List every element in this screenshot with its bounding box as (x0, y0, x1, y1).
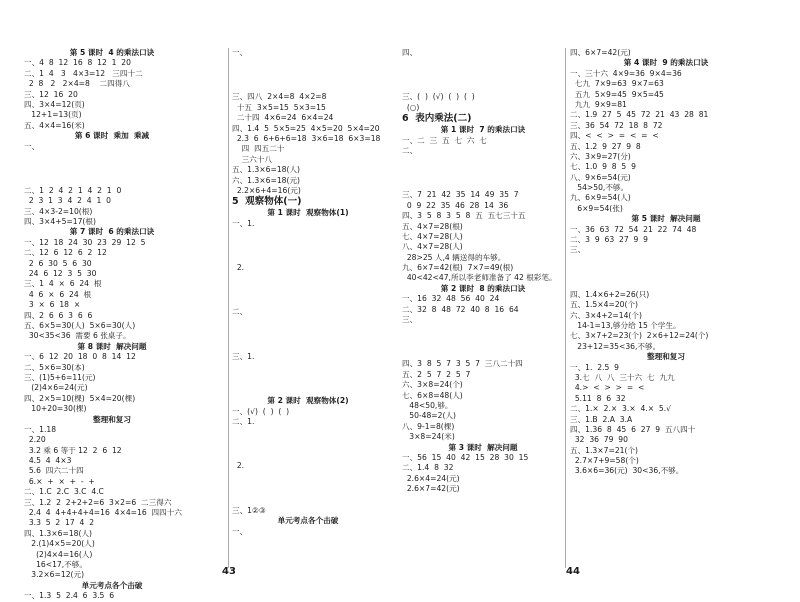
answer-line: 一、 (232, 48, 248, 57)
answer-line: 九、6×9=54(人) (570, 193, 631, 203)
answer-line: 一、1.3 5 2.4 6 3.5 6 (24, 591, 115, 601)
answer-line: 一、16 32 48 56 40 24 (402, 294, 500, 304)
answer-line: 八、9-1=8(棵) (402, 421, 455, 431)
answer-line: 10+20=30(棵) (24, 404, 87, 414)
answer-line: 2.7×7+9=58(个) (570, 456, 639, 466)
answer-line: (2)4×4=16(人) (24, 549, 93, 559)
answer-line: 50-48=2(人) (402, 411, 457, 421)
answer-line: 五、4×7=28(根) (402, 221, 463, 231)
answer-line: 二、12 6 12 6 2 12 (24, 248, 107, 258)
answer-line: 2.20 (24, 435, 46, 445)
answer-line: 一、12 18 24 30 23 29 12 5 (24, 237, 146, 247)
answer-line: 四、1.3×6=18(人) (24, 528, 93, 538)
answer-line: 九、6×7=42(根) 7×7=49(根) (402, 263, 514, 273)
page-44-right-column (570, 48, 770, 568)
answer-line: 七九 7×9=63 9×7=63 (570, 79, 664, 89)
answer-line: 七、6×8=48(人) (402, 390, 463, 400)
answer-line: 二、1.× 2.× 3.× 4.× 5.√ (570, 404, 672, 414)
answer-line: 一、1. (232, 218, 255, 228)
figure-placeholder (232, 58, 392, 92)
page-number-44: 44 (566, 566, 580, 577)
answer-line: 3.6×6=36(元) 30<36,不够。 (570, 466, 684, 476)
answer-line: 四、3 8 5 7 3 5 7 三八二十四 (402, 359, 523, 369)
page-43 (24, 48, 394, 601)
section-heading: 5 观察物体(一) (232, 196, 302, 208)
section-heading: 第 3 课时 解决问题 (448, 442, 518, 452)
answer-line: 一、三十六 4×9=36 9×4=36 (570, 68, 682, 78)
answer-line: 二、32 8 48 72 40 8 16 64 (402, 304, 519, 314)
answer-line: 一、1.18 (24, 424, 57, 434)
answer-line: 24 6 12 3 5 30 (24, 269, 97, 279)
answer-line: 2.(1)4×5=20(人) (24, 539, 95, 549)
page-number-43: 43 (222, 566, 236, 577)
answer-line: 五、2 5 7 2 5 7 (402, 369, 471, 379)
answer-line: 23+12=35<36,不够。 (570, 341, 661, 351)
answer-line: (2)4×6=24(元) (24, 383, 88, 393)
figure-placeholder (570, 256, 770, 290)
answer-line: 2.2×6+4=16(元) (232, 185, 301, 195)
answer-line: 四、 (402, 48, 418, 57)
answer-line: 一、6 12 20 18 0 8 14 12 (24, 352, 136, 362)
answer-line: 三、7 21 42 35 14 49 35 7 (402, 190, 519, 200)
answer-line: 五、1.3×7=21(个) (570, 445, 639, 455)
answer-line: 2.6×4=24(元) (402, 473, 460, 483)
answer-line: 5.11 8 6 32 (570, 393, 626, 403)
answer-line: 四 四五二十 (232, 144, 285, 154)
answer-line: 40<42<47,所以李老师准备了 42 根彩笔。 (402, 273, 557, 283)
figure-placeholder (402, 325, 572, 359)
answer-line: 二、 (232, 307, 248, 317)
answer-line: 3.2 乘 6 等于 12 2 6 12 (24, 445, 122, 455)
answer-line: 二、1.C 2.C 3.C 4.C (24, 487, 104, 497)
answer-line: 2.6×7=42(元) (402, 484, 460, 494)
answer-line: 2 6 30 5 6 30 (24, 258, 92, 268)
section-heading: 单元考点各个击破 (81, 580, 143, 590)
answer-line: 五、1.5×4=20(个) (570, 300, 639, 310)
answer-line: 4.> < > > = < (570, 383, 645, 393)
answer-line: 2. (232, 461, 245, 471)
answer-line: 七、3×7+2=23(个) 2×6+12=24(个) (570, 331, 709, 341)
answer-line: 0 9 22 35 46 28 14 36 (402, 200, 509, 210)
answer-line: (○) (402, 102, 420, 112)
answer-line: 一、 (24, 141, 40, 151)
section-heading: 第 1 课时 7 的乘法口诀 (440, 125, 526, 135)
answer-line: 三、1②③ (232, 505, 266, 515)
answer-line: 3.七 八 八 三十六 七 九九 (570, 372, 675, 382)
page-43-right-column (232, 48, 392, 568)
answer-line: 二、1 4 3 4×3=12 三四十二 (24, 68, 143, 78)
page-43-left-column (24, 48, 208, 601)
answer-line: 五、4×4=16(米) (24, 120, 85, 130)
answer-line: 2.3 6 6+6+6=18 3×6=18 6×3=18 (232, 133, 381, 143)
answer-line: 三、 (570, 245, 586, 255)
answer-line: 14-1=13,够分给 15 个学生。 (570, 320, 681, 330)
answer-line: 五九 5×9=45 9×5=45 (570, 89, 664, 99)
answer-line: 二、1.4 8 32 (402, 463, 454, 473)
answer-line: 四、2×5=10(棵) 5×4=20(棵) (24, 393, 136, 403)
answer-line: 32 36 79 90 (570, 435, 628, 445)
answer-line: 四、1.36 8 45 6 27 9 五八四十 (570, 424, 696, 434)
figure-placeholder (24, 152, 208, 186)
figure-placeholder (232, 427, 392, 461)
answer-line: 一、(√) ( ) ( ) (232, 406, 290, 416)
answer-line: 六、1.3×6=18(元) (232, 175, 301, 185)
section-heading: 第 7 课时 6 的乘法口诀 (69, 227, 155, 237)
answer-line: 一、 (232, 526, 248, 536)
answer-line: 六、3×8=24(个) (402, 380, 463, 390)
answer-line: 3 × 6 18 × (24, 300, 81, 310)
answer-line: 三、1 4 × 6 24 根 (24, 279, 102, 289)
answer-line: 二、1.9 27 5 45 72 21 43 28 81 (570, 110, 709, 120)
answer-line: 四、1.4×6+2=26(只) (570, 289, 650, 299)
answer-line: 四、3×4+5=17(根) (24, 217, 96, 227)
answer-line: 四、1.4 5 5×5=25 4×5=20 5×4=20 (232, 123, 380, 133)
answer-line: 6.× + × + - + (24, 476, 95, 486)
answer-line: 三、 (402, 315, 418, 325)
answer-line: 三、四八 2×4=8 4×2=8 (232, 92, 327, 102)
answer-line: 九九 9×9=81 (570, 99, 627, 109)
answer-line: 五、1.3×6=18(人) (232, 165, 301, 175)
answer-line: 2 8 2 2×4=8 二四得八 (24, 79, 130, 89)
section-heading: 单元考点各个击破 (277, 516, 339, 526)
answer-line: 三、1. (232, 351, 255, 361)
answer-line: 六、3×4+2=14(个) (570, 310, 642, 320)
answer-line: 八、9×6=54(元) (570, 172, 631, 182)
answer-line: 6×9=54(张) (570, 203, 623, 213)
answer-line: 七、1.0 9 8 5 9 (570, 162, 636, 172)
answer-line: 5.6 四六二十四 (24, 466, 84, 476)
section-heading: 整理和复习 (93, 414, 131, 424)
answer-line: 三、4×3-2=10(根) (24, 206, 93, 216)
answer-line: 三、(1)5+6=11(元) (24, 372, 96, 382)
answer-line: 2 3 1 3 4 2 4 1 0 (24, 196, 111, 206)
answer-line: 3.3 5 2 17 4 2 (24, 518, 95, 528)
answer-line: 4 6 × 6 24 根 (24, 289, 92, 299)
answer-line: 48<50,够。 (402, 400, 453, 410)
answer-line: 54>50,不够。 (570, 183, 629, 193)
section-heading: 第 5 课时 4 的乘法口诀 (69, 48, 155, 57)
answer-line: 3.2×6=12(元) (24, 570, 85, 580)
answer-line: 四、3×4=12(页) (24, 99, 85, 109)
answer-line: 三、1.B 2.A 3.A (570, 414, 633, 424)
answer-line: 八、4×7=28(人) (402, 242, 463, 252)
page-44-left-column (402, 48, 572, 568)
answer-line: 四、2 6 6 3 6 6 (24, 310, 93, 320)
answer-line: 一、1. 2.5 9 (570, 362, 619, 372)
answer-line: 三、( ) (√) ( ) ( ) (402, 92, 475, 102)
answer-line: 三、12 16 20 (24, 89, 78, 99)
answer-line: 四、3 5 8 3 5 8 五 五七三十五 (402, 211, 526, 221)
answer-line: 一、36 63 72 54 21 22 74 48 (570, 224, 697, 234)
answer-line: 二、1. (232, 417, 255, 427)
section-heading: 第 2 课时 8 的乘法口诀 (440, 283, 526, 293)
figure-placeholder (232, 537, 392, 571)
answer-line: 三、1.2 2 2+2+2=6 3×2=6 二三得六 (24, 497, 172, 507)
answer-line: 十五 3×5=15 5×3=15 (232, 102, 326, 112)
answer-line: 一、4 8 12 16 8 12 1 20 (24, 58, 131, 68)
column-divider (228, 48, 229, 568)
answer-line: 12+1=13(页) (24, 110, 82, 120)
answer-line: 二、3 9 63 27 9 9 (570, 235, 648, 245)
section-heading: 第 4 课时 9 的乘法口诀 (623, 58, 709, 68)
page-44 (402, 48, 782, 568)
answer-line: 五、6×5=30(人) 5×6=30(人) (24, 320, 136, 330)
answer-line: 二十四 4×6=24 6×4=24 (232, 113, 334, 123)
answer-line: 二、1 2 4 2 1 4 2 1 0 (24, 185, 122, 195)
answer-line: 16<17,不够。 (24, 559, 87, 569)
answer-line: 三六十八 (232, 154, 273, 164)
answer-line: 三、36 54 72 18 8 72 (570, 120, 663, 130)
figure-placeholder (232, 318, 392, 352)
answer-line: 2. (232, 263, 245, 273)
answer-line: 四、6×7=42(元) (570, 48, 631, 57)
answer-line: 四、< < > = < = < (570, 131, 659, 141)
answer-line: 28>25 人,4 辆送得的车够。 (402, 252, 506, 262)
figure-placeholder (402, 156, 572, 190)
answer-line: 二、5×6=30(本) (24, 362, 85, 372)
section-heading: 第 2 课时 观察物体(2) (267, 396, 349, 406)
section-heading: 第 6 课时 乘加 乘减 (74, 131, 150, 141)
answer-line: 六、3×9=27(分) (570, 151, 631, 161)
figure-placeholder (232, 229, 392, 263)
section-heading: 6 表内乘法(二) (402, 113, 472, 125)
answer-line: 4.5 4 4×3 (24, 456, 72, 466)
answer-line: 五、1.2 9 27 9 8 (570, 141, 641, 151)
answer-line: 2.4 4 4+4+4+4=16 4×4=16 四四十六 (24, 508, 182, 518)
figure-placeholder (232, 472, 392, 506)
section-heading: 第 8 课时 解决问题 (77, 341, 147, 351)
answer-line: 一、二 三 五 七 六 七 (402, 135, 487, 145)
figure-placeholder (232, 273, 392, 307)
answer-line: 3×8=24(米) (402, 432, 455, 442)
answer-line: 七、4×7=28(人) (402, 231, 463, 241)
answer-line: 一、56 15 40 42 15 28 30 15 (402, 452, 529, 462)
column-divider (565, 48, 566, 568)
section-heading: 整理和复习 (647, 352, 685, 362)
figure-placeholder (402, 58, 572, 92)
section-heading: 第 5 课时 解决问题 (631, 214, 701, 224)
answer-line: 30<35<36 需要 6 张桌子。 (24, 331, 131, 341)
answer-line: 二、 (402, 145, 418, 155)
figure-placeholder (232, 362, 392, 396)
section-heading: 第 1 课时 观察物体(1) (267, 208, 349, 218)
